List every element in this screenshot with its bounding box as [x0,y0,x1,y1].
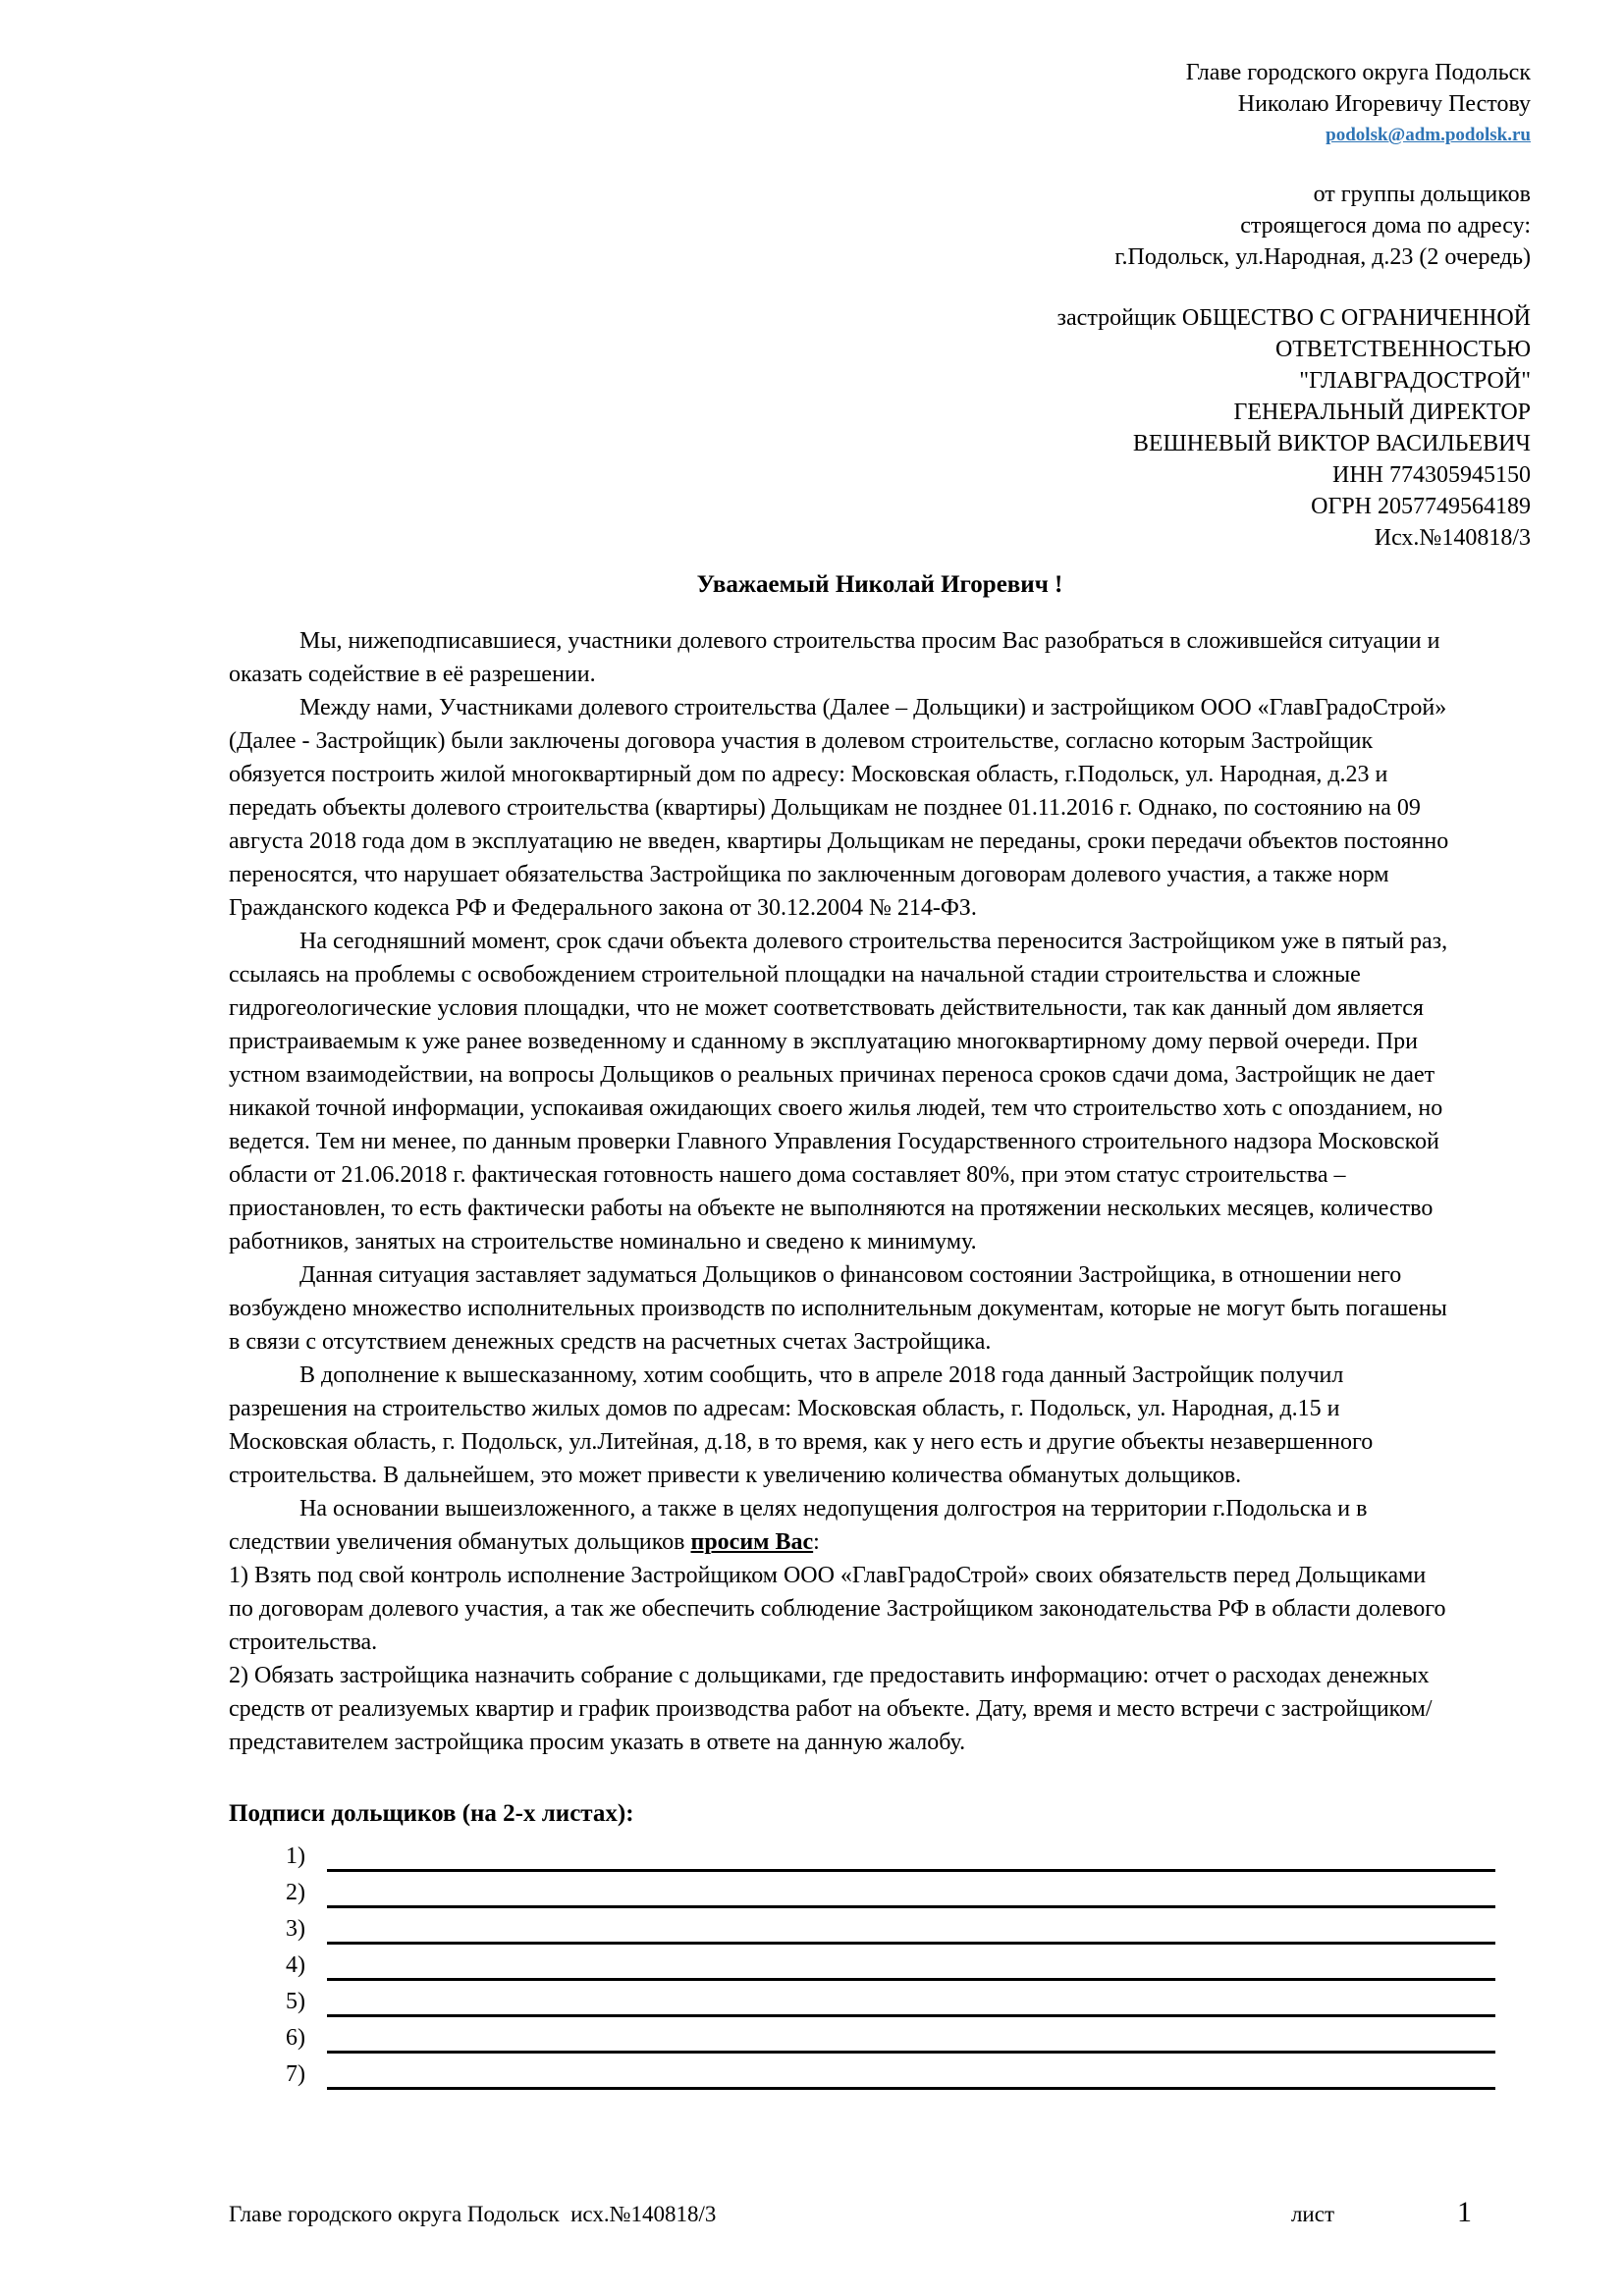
recipient-block [229,57,1531,149]
paragraph: Мы, нижеподписавшиеся, участники долевого строительства просим Вас разобраться в сложившейся ситуации и оказать содействие в её разрешении. [229,628,1440,687]
signature-number: 6) [286,2025,305,2051]
signature-row [229,1908,1531,1945]
signature-row [229,1872,1531,1908]
developer-block [229,302,1531,554]
outgoing-number-line: Исх.№140818/3 [1374,525,1531,551]
signatures-heading: Подписи дольщиков (на 2-х листах): [229,1800,634,1827]
request-item: 2) Обязать застройщика назначить собрание с дольщиками, где предоставить информацию: отчет о расходах денежных средств от реализуемых квартир и график производства работ на объекте. Дату, время и место встречи с застройщиком/представителем застройщика просим указать в ответе на данную жалобу. [229,1663,1433,1755]
sender-block [229,179,1531,273]
signature-blank-line [327,2017,1495,2054]
signature-row [229,2054,1531,2090]
sender-line: г.Подольск, ул.Народная, д.23 (2 очередь) [1114,244,1531,270]
footer-page-number: 1 [1457,2196,1472,2228]
signature-row [229,2017,1531,2054]
developer-line: ВЕШНЕВЫЙ ВИКТОР ВАСИЛЬЕВИЧ [1132,431,1531,456]
signature-number: 4) [286,1952,305,1978]
request-intro-colon: : [813,1529,820,1555]
developer-line: ГЕНЕРАЛЬНЫЙ ДИРЕКТОР [1233,400,1531,425]
recipient-email-line [229,120,1531,149]
paragraph: На сегодняшний момент, срок сдачи объекта долевого строительства переносится Застройщиком уже в пятый раз, ссылаясь на проблемы с освобождением строительной площадки на начальной стадии строительства и сложные гидрогеологические условия площадки, что не может соответствовать действительности, так как данный дом является пристраиваемым к уже ранее возведенному и сданному в эксплуатацию многоквартирному дому первой очереди. При устном взаимодействии, на вопросы Дольщиков о реальных причинах переноса сроков сдачи дома, Застройщик не дает никакой точной информации, успокаивая ожидающих своего жилья людей, тем что строительство хоть с опозданием, но ведется. Тем ни менее, по данным проверки Главного Управления Государственного строительного надзора Московской области от 21.06.2018 г. фактическая готовность нашего дома составляет 80%, при этом статус строительства – приостановлен, то есть фактически работы на объекте не выполняются на протяжении нескольких месяцев, количество работников, занятых на строительстве номинально и сведено к минимуму. [229,929,1448,1255]
signature-number: 5) [286,1989,305,2014]
letter-body [229,624,1456,1759]
signatures-list [229,1836,1531,2090]
footer-right-group [1291,2197,1531,2230]
developer-inn-line: ИНН 774305945150 [1332,462,1531,488]
developer-ogrn-line: ОГРН 2057749564189 [1311,494,1531,519]
recipient-email-link[interactable]: podolsk@adm.podolsk.ru [1326,125,1531,145]
signature-number: 2) [286,1880,305,1905]
signature-number: 3) [286,1916,305,1942]
signature-blank-line [327,1836,1495,1872]
paragraph: Данная ситуация заставляет задуматься Дольщиков о финансовом состоянии Застройщика, в отношении него возбуждено множество исполнительных производств по исполнительным документам, которые не могут быть погашены в связи с отсутствием денежных средств на расчетных счетах Застройщика. [229,1262,1447,1355]
request-item: 1) Взять под свой контроль исполнение Застройщиком ООО «ГлавГрадоСтрой» своих обязательств перед Дольщиками по договорам долевого участия, а так же обеспечить соблюдение Застройщиком законодательства РФ в области долевого строительства. [229,1563,1446,1655]
signature-blank-line [327,1872,1495,1908]
signature-number: 1) [286,1843,305,1869]
signature-blank-line [327,1981,1495,2017]
sender-line: строящегося дома по адресу: [1240,213,1531,239]
paragraph: Между нами, Участниками долевого строительства (Далее – Дольщики) и застройщиком ООО «ГлавГрадоСтрой» (Далее - Застройщик) были заключены договора участия в долевом строительстве, согласно которым Застройщик обязуется построить жилой многоквартирный дом по адресу: Московская область, г.Подольск, ул. Народная, д.23 и передать объекты долевого строительства (квартиры) Дольщикам не позднее 01.11.2016 г. Однако, по состоянию на 09 августа 2018 года дом в эксплуатацию не введен, квартиры Дольщикам не переданы, сроки передачи объектов постоянно переносятся, что нарушает обязательства Застройщика по заключенным договорам долевого участия, а также норм Гражданского кодекса РФ и Федерального закона от 30.12.2004 № 214-ФЗ. [229,695,1449,921]
signature-row [229,1981,1531,2017]
request-intro-paragraph [229,1492,1456,1559]
developer-line: ОТВЕТСТВЕННОСТЬЮ [1274,337,1531,362]
sender-line: от группы дольщиков [1313,182,1531,207]
request-intro-emphasis: просим Вас [690,1529,814,1555]
signature-number: 7) [286,2061,305,2087]
developer-line: "ГЛАВГРАДОСТРОЙ" [1299,368,1531,394]
request-intro-text: На основании вышеизложенного, а также в целях недопущения долгостроя на территории г.Подольска и в следствии увеличения обманутых дольщиков [229,1496,1368,1555]
salutation: Уважаемый Николай Игоревич ! [696,571,1063,598]
recipient-name-line: Николаю Игоревичу Пестову [1237,91,1531,117]
signature-row [229,1836,1531,1872]
page-footer [229,2197,1531,2230]
footer-sheet-label: лист [1290,2202,1334,2226]
recipient-title-line: Главе городского округа Подольск [1185,60,1531,85]
signature-blank-line [327,2054,1495,2090]
paragraph: В дополнение к вышесказанному, хотим сообщить, что в апреле 2018 года данный Застройщик получил разрешения на строительство жилых домов по адресам: Московская область, г. Подольск, ул. Народная, д.15 и Московская область, г. Подольск, ул.Литейная, д.18, в то время, как у него есть и другие объекты незавершенного строительства. В дальнейшем, это может привести к увеличению количества обманутых дольщиков. [229,1362,1374,1488]
signature-row [229,1945,1531,1981]
developer-line: застройщик ОБЩЕСТВО С ОГРАНИЧЕННОЙ [1056,305,1531,331]
footer-reference: Главе городского округа Подольск исх.№140818/3 [229,2202,717,2226]
signature-blank-line [327,1908,1495,1945]
signature-blank-line [327,1945,1495,1981]
